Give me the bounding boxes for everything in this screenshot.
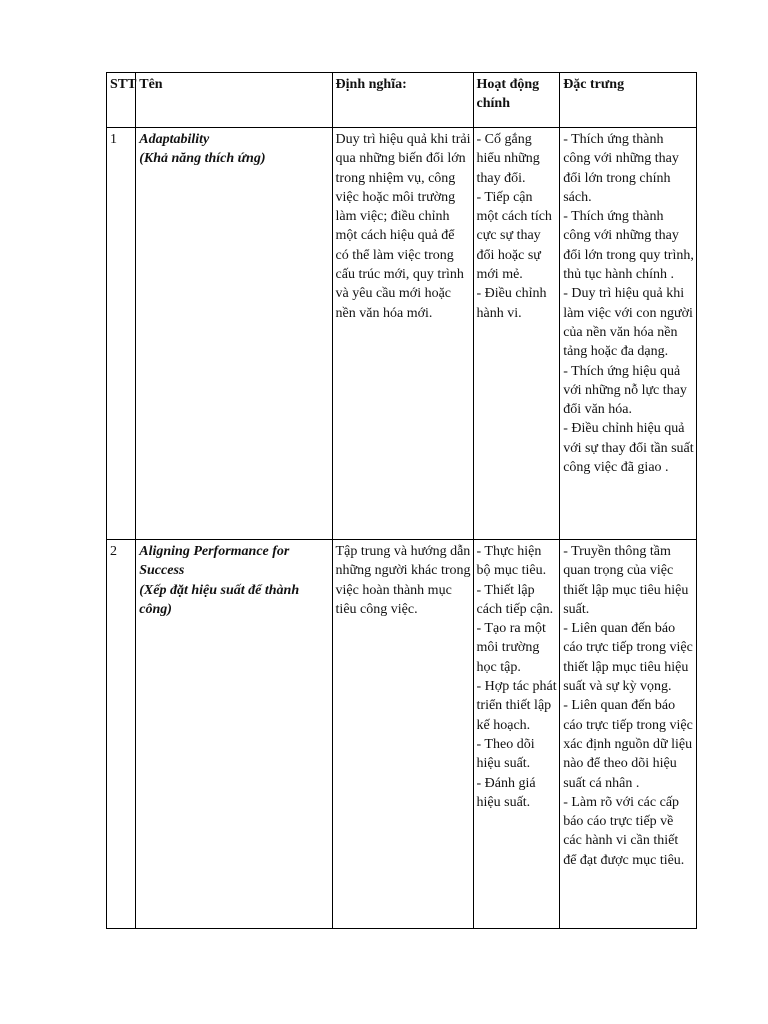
competency-name-vi: (Xếp đặt hiệu suất để thành công) <box>139 582 300 617</box>
feature-item: - Thích ứng thành công với những thay đổi lớn trong chính sách. <box>563 132 679 205</box>
feature-item: - Liên quan đến báo cáo trực tiếp trong việc xác định nguồn dữ liệu nào để theo dõi hiệu suất cá nhân . <box>563 698 693 791</box>
competency-name-en: Aligning Performance for Success <box>139 544 290 579</box>
competency-activities <box>473 540 560 929</box>
header-stt: STT <box>107 73 136 128</box>
competency-features <box>560 540 697 929</box>
competency-activities <box>473 128 560 540</box>
feature-item: - Thích ứng hiệu quả với những nỗ lực thay đổi văn hóa. <box>563 363 687 418</box>
competency-name-vi: (Khả năng thích ứng) <box>139 151 266 167</box>
competency-name <box>136 128 332 540</box>
competency-definition: Tập trung và hướng dẫn những người khác trong việc hoàn thành mục tiêu công việc. <box>332 540 473 929</box>
header-activities: Hoạt động chính <box>473 73 560 128</box>
feature-item: - Làm rõ với các cấp báo cáo trực tiếp về các hành vi cần thiết để đạt được mục tiêu. <box>563 794 685 868</box>
feature-item: - Liên quan đến báo cáo trực tiếp trong việc thiết lập mục tiêu hiệu suất và sự kỳ vọng. <box>563 621 693 695</box>
activity-item: - Cố gắng hiểu những thay đổi. <box>476 132 540 186</box>
feature-item: - Thích ứng thành công với những thay đổi lớn trong quy trình, thủ tục hành chính . <box>563 209 694 283</box>
activity-item: - Thiết lập cách tiếp cận. <box>476 582 554 617</box>
header-definition: Định nghĩa: <box>332 73 473 128</box>
competency-name <box>136 540 332 929</box>
row-stt: 2 <box>107 540 136 929</box>
activity-item: - Đánh giá hiệu suất. <box>476 775 536 810</box>
header-name: Tên <box>136 73 332 128</box>
table-row <box>107 540 697 929</box>
row-stt: 1 <box>107 128 136 540</box>
feature-item: - Truyền thông tầm quan trọng của việc thiết lập mục tiêu hiệu suất. <box>563 544 689 617</box>
table-header-row <box>107 73 697 128</box>
competency-features <box>560 128 697 540</box>
competency-definition: Duy trì hiệu quả khi trải qua những biến đổi lớn trong nhiệm vụ, công việc hoặc môi trường làm việc; điều chỉnh một cách hiệu quả để có thể làm việc trong cấu trúc mới, quy trình và yêu cầu mới hoặc nền văn hóa mới. <box>332 128 473 540</box>
activity-item: - Tiếp cận một cách tích cực sự thay đổi hoặc sự mới mẻ. <box>476 189 552 283</box>
activity-item: - Theo dõi hiệu suất. <box>476 736 535 772</box>
feature-item: - Điều chỉnh hiệu quả với sự thay đổi tần suất công việc đã giao . <box>563 421 694 476</box>
competency-name-en: Adaptability <box>139 132 210 147</box>
activity-item: - Tạo ra một môi trường học tập. <box>476 621 546 675</box>
header-features: Đặc trưng <box>560 73 697 128</box>
table-row <box>107 128 697 540</box>
feature-item: - Duy trì hiệu quả khi làm việc với con người của nền văn hóa nền tảng hoặc đa dạng. <box>563 286 693 360</box>
activity-item: - Điều chỉnh hành vi. <box>476 286 547 321</box>
activity-item: - Thực hiện bộ mục tiêu. <box>476 544 547 579</box>
competency-table <box>106 72 697 929</box>
activity-item: - Hợp tác phát triển thiết lập kế hoạch. <box>476 679 557 733</box>
